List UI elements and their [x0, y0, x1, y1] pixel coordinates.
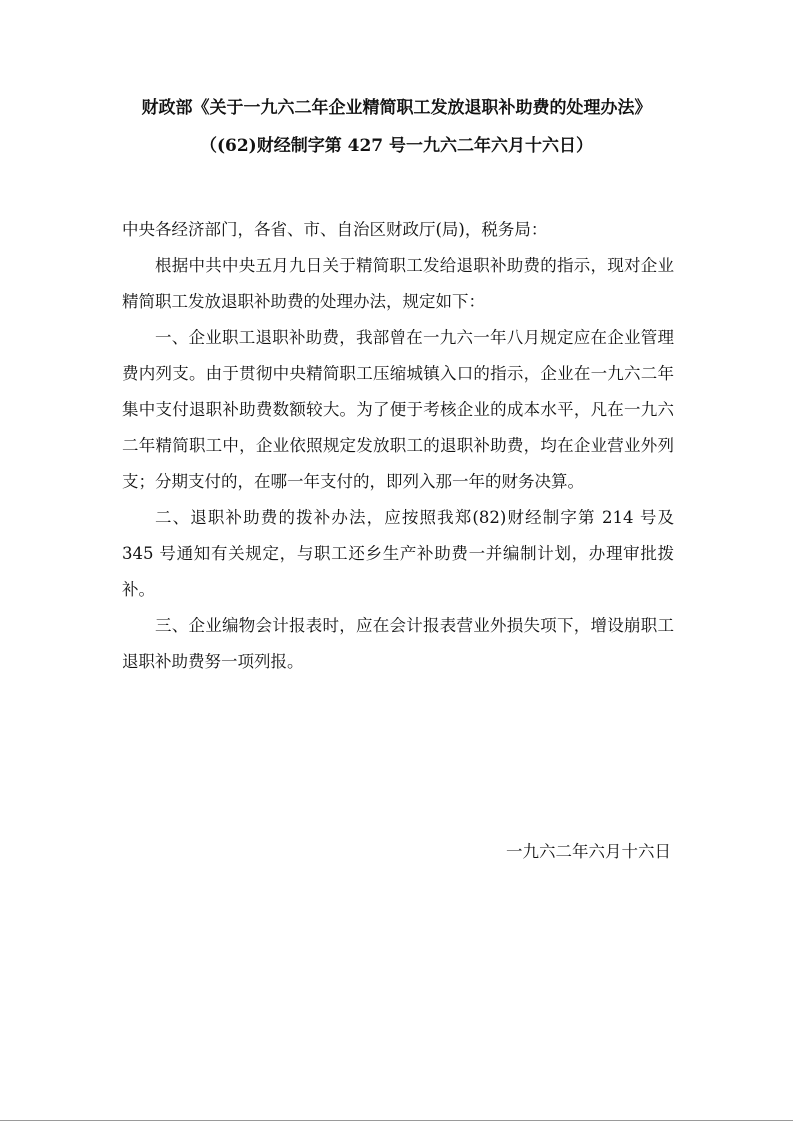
salutation: 中央各经济部门，各省、市、自治区财政厅(局)，税务局： — [122, 220, 548, 239]
paragraph-intro: 根据中共中央五月九日关于精简职工发给退职补助费的指示，现对企业精简职工发放退职补助费的处理办法，规定如下： — [122, 256, 674, 311]
document-subtitle: （(62)财经制字第 427 号一九六二年六月十六日） — [199, 136, 594, 156]
document-title: 财政部《关于一九六二年企业精简职工发放退职补助费的处理办法》 — [141, 98, 652, 118]
paragraph-item-3: 三、企业编物会计报表时，应在会计报表营业外损失项下，增设崩职工退职补助费努一项列报。 — [122, 616, 674, 671]
page-bottom-rule — [0, 1120, 793, 1121]
paragraph-item-2: 二、退职补助费的拨补办法，应按照我郑(82)财经制字第 214 号及 345 号通知有关规定，与职工还乡生产补助费一并编制计划，办理审批拨补。 — [122, 508, 674, 599]
signature-date: 一九六二年六月十六日 — [506, 842, 671, 861]
document-body — [122, 212, 674, 680]
paragraph-item-1: 一、企业职工退职补助费，我部曾在一九六一年八月规定应在企业管理费内列支。由于贯彻中央精简职工压缩城镇入口的指示，企业在一九六二年集中支付退职补助费数额较大。为了便于考核企业的成本水平，凡在一九六二年精简职工中，企业依照规定发放职工的退职补助费，均在企业营业外列支；分期支付的，在哪一年支付的，即列入那一年的财务决算。 — [122, 328, 674, 491]
